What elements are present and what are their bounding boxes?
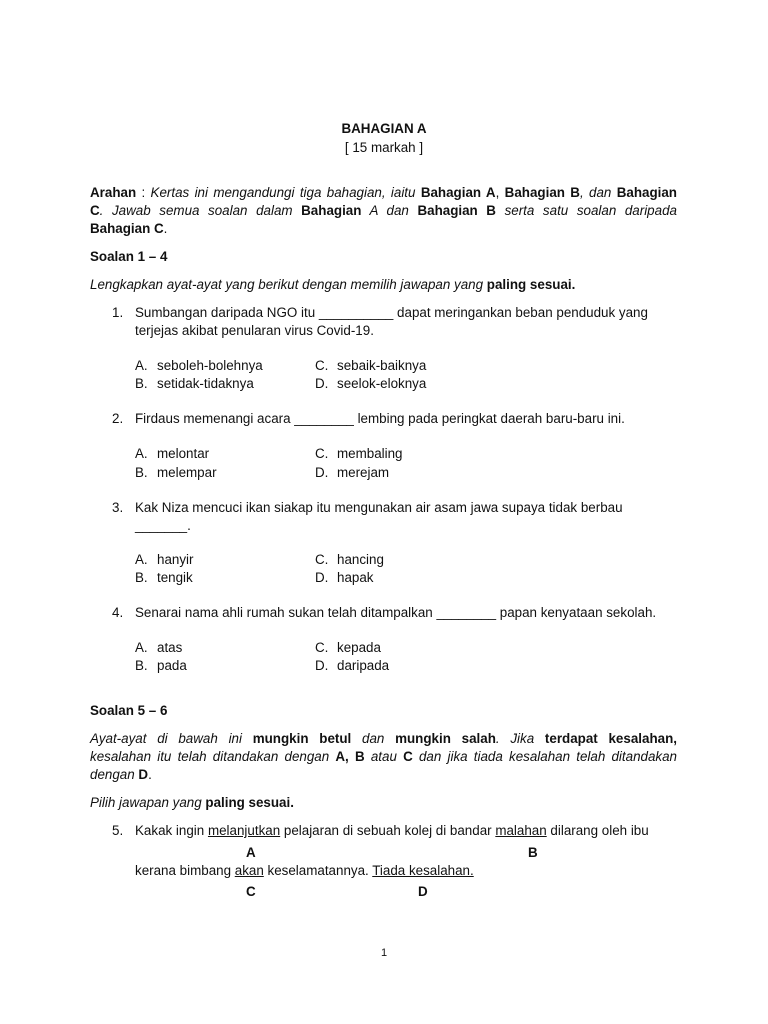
answer-option-d: D. merejam — [315, 465, 390, 480]
answer-option-b: B. tengik — [135, 570, 193, 585]
answer-option-a: A. hanyir — [135, 552, 194, 567]
answer-option-c: C. membaling — [315, 446, 403, 461]
question-text: Senarai nama ahli rumah sukan telah ditampalkan ________ papan kenyataan sekolah. — [135, 605, 657, 620]
answer-option-a: A. seboleh-bolehnya — [135, 358, 263, 373]
page-number: 1 — [380, 947, 388, 959]
answer-option-b: B. setidak-tidaknya — [135, 376, 254, 391]
answer-option-d: D. hapak — [315, 570, 374, 585]
answer-option-c: C. hancing — [315, 552, 384, 567]
question-text: _______. — [135, 518, 191, 533]
underlined-part-c: akan — [234, 863, 264, 878]
marker-d: D — [418, 884, 428, 899]
question-number: 3. — [112, 500, 124, 515]
section-prompt-1: Lengkapkan ayat-ayat yang berikut dengan memilih jawapan yang paling sesuai. — [90, 277, 576, 292]
section-instruction-line-3: dengan D. — [90, 767, 152, 782]
question-text: kerana bimbang akan keselamatannya. Tiada kesalahan. — [135, 863, 474, 878]
answer-option-d: D. seelok-eloknya — [315, 376, 427, 391]
question-text: Kakak ingin melanjutkan pelajaran di sebuah kolej di bandar malahan dilarang oleh ibu — [135, 823, 649, 838]
section-heading-1: Soalan 1 – 4 — [90, 249, 168, 264]
answer-option-d: D. daripada — [315, 658, 390, 673]
section-instruction-line-1: Ayat-ayat di bawah ini mungkin betul dan mungkin salah. Jika terdapat kesalahan, — [90, 731, 677, 746]
marker-a: A — [246, 845, 256, 860]
question-text: Sumbangan daripada NGO itu __________ dapat meringankan beban penduduk yang — [135, 305, 648, 320]
answer-option-c: C. kepada — [315, 640, 381, 655]
question-number: 5. — [112, 823, 124, 838]
answer-option-a: A. atas — [135, 640, 183, 655]
question-text: Kak Niza mencuci ikan siakap itu mengunakan air asam jawa supaya tidak berbau — [135, 500, 623, 515]
section-instruction-line-2: kesalahan itu telah ditandakan dengan A, B atau C dan jika tiada kesalahan telah ditandakan — [90, 749, 677, 764]
instructions-line-1: Arahan : Kertas ini mengandungi tiga bahagian, iaitu Bahagian A, Bahagian B, dan Bahagian — [90, 185, 677, 200]
underlined-part-b: malahan — [495, 823, 547, 838]
question-number: 2. — [112, 411, 124, 426]
question-text: terjejas akibat penularan virus Covid-19. — [135, 323, 374, 338]
underlined-part-a: melanjutkan — [207, 823, 281, 838]
question-text: Firdaus memenangi acara ________ lembing pada peringkat daerah baru-baru ini. — [135, 411, 625, 426]
question-number: 1. — [112, 305, 124, 320]
instructions-line-2: C. Jawab semua soalan dalam Bahagian A dan Bahagian B serta satu soalan daripada — [90, 203, 677, 218]
marker-c: C — [246, 884, 256, 899]
section-title: BAHAGIAN A — [341, 121, 427, 136]
answer-option-b: B. pada — [135, 658, 187, 673]
question-number: 4. — [112, 605, 124, 620]
marker-b: B — [528, 845, 538, 860]
section-marks: [ 15 markah ] — [344, 140, 424, 155]
section-prompt-2: Pilih jawapan yang paling sesuai. — [90, 795, 294, 810]
answer-option-b: B. melempar — [135, 465, 217, 480]
underlined-part-d: Tiada kesalahan. — [372, 863, 474, 878]
instructions-label: Arahan — [90, 185, 137, 200]
answer-option-a: A. melontar — [135, 446, 210, 461]
section-heading-2: Soalan 5 – 6 — [90, 703, 168, 718]
instructions-line-3: Bahagian C. — [90, 221, 168, 236]
answer-option-c: C. sebaik-baiknya — [315, 358, 427, 373]
